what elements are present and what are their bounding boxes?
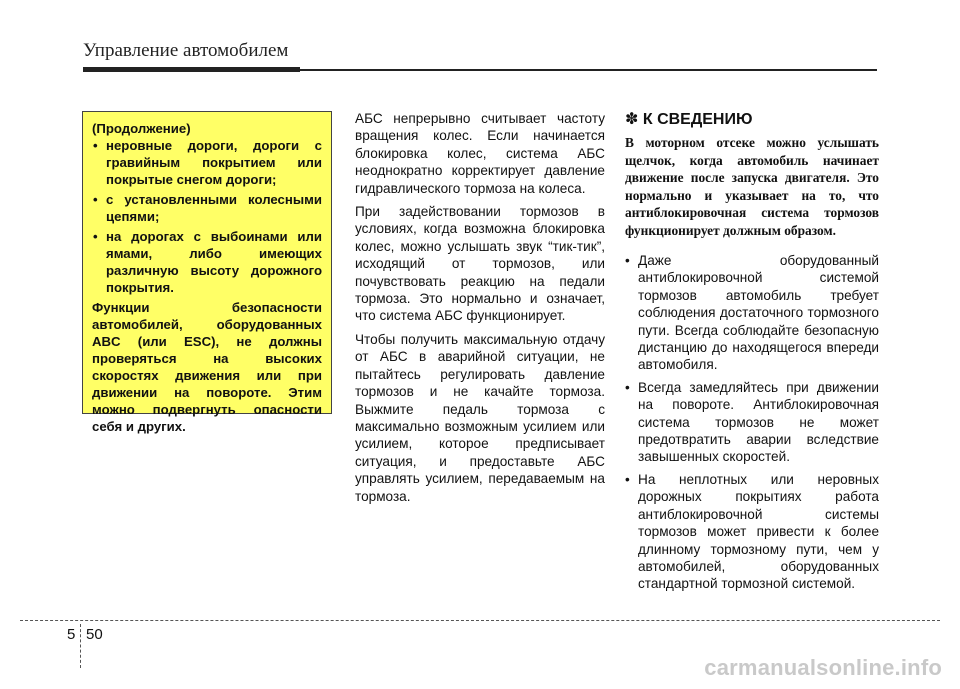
info-heading — [625, 110, 879, 130]
watermark: carmanualsonline.info — [704, 655, 942, 680]
warning-bullet-item: • на дорогах с выбоинами или ямами, либо имеющих различную высоту дорожного покрытия. — [92, 228, 322, 296]
warning-bullet-item: • с установленными колесными цепями; — [92, 191, 322, 225]
info-bullet-item: • На неплотных или неровных дорожных покрытиях работа антиблокировочной системы тормозов может привести к более длинному тормозному пути, чем у автомобилей, оборудованных стандартной тормозной системой. — [625, 471, 879, 593]
warning-bullet-item: • неровные дороги, дороги с гравийным покрытием или покрытые снегом дороги; — [92, 137, 322, 188]
info-star-icon: ✽ — [625, 111, 639, 128]
middle-text-column — [355, 110, 605, 511]
warning-continued-label: (Продолжение) — [92, 121, 191, 136]
body-paragraph: АБС непрерывно считывает частоту вращения колес. Если начинается блокировка колес, система АБС неоднократно корректирует давление гидравлического тормоза на колеса. — [355, 111, 605, 196]
header-rule-thick — [83, 67, 300, 72]
info-bullet-item: • Всегда замедляйтесь при движении на повороте. Антиблокировочная система тормозов не может предотвратить аварии вследствие завышенных скоростей. — [625, 379, 879, 466]
info-bullet-item: • Даже оборудованный антиблокировочной системой тормозов автомобиль требует соблюдения достаточного тормозного пути. Всегда соблюдайте безопасную дистанцию до находящегося впереди автомобиля. — [625, 252, 879, 374]
info-body: В моторном отсеке можно услышать щелчок, когда автомобиль начинает движение после запуска двигателя. Это нормально и указывает на то, что антиблокировочная система тормозов функционирует должным образом. — [625, 135, 879, 238]
body-paragraph: При задействовании тормозов в условиях, когда возможна блокировка колес, можно услышать звук “тик-тик”, исходящий от тормозов, или почувствовать реакцию на педали тормоза. Это нормально и означает, что система АБС функционирует. — [355, 204, 605, 324]
header-rule-thin — [300, 69, 877, 71]
warning-box — [82, 111, 332, 434]
page-header-title: Управление автомобилем — [83, 40, 289, 61]
footer-dashed-divider — [80, 624, 81, 668]
warning-bullet-list — [92, 137, 322, 296]
section-number: 5 — [67, 626, 76, 643]
body-paragraph: Чтобы получить максимальную отдачу от АБС в аварийной ситуации, не пытайтесь регулировать давление тормозов и не качайте тормоза. Выжмите педаль тормоза с максимально возможным усилием или усилием, которое предписывает ситуация, и предоставьте АБС управлять усилием, передаваемым на тормоза. — [355, 331, 605, 504]
warning-paragraph: Функции безопасности автомобилей, оборудованных ABC (или ESC), не должны проверяться на высоких скоростях движения или при движении на повороте. Этим можно подвергнуть опасности себя и других. — [92, 300, 322, 434]
page-number: 50 — [86, 626, 103, 643]
info-title: К СВЕДЕНИЮ — [642, 111, 753, 128]
info-bullet-list — [625, 252, 879, 593]
footer-dashed-rule — [20, 620, 940, 621]
info-column — [625, 110, 879, 598]
